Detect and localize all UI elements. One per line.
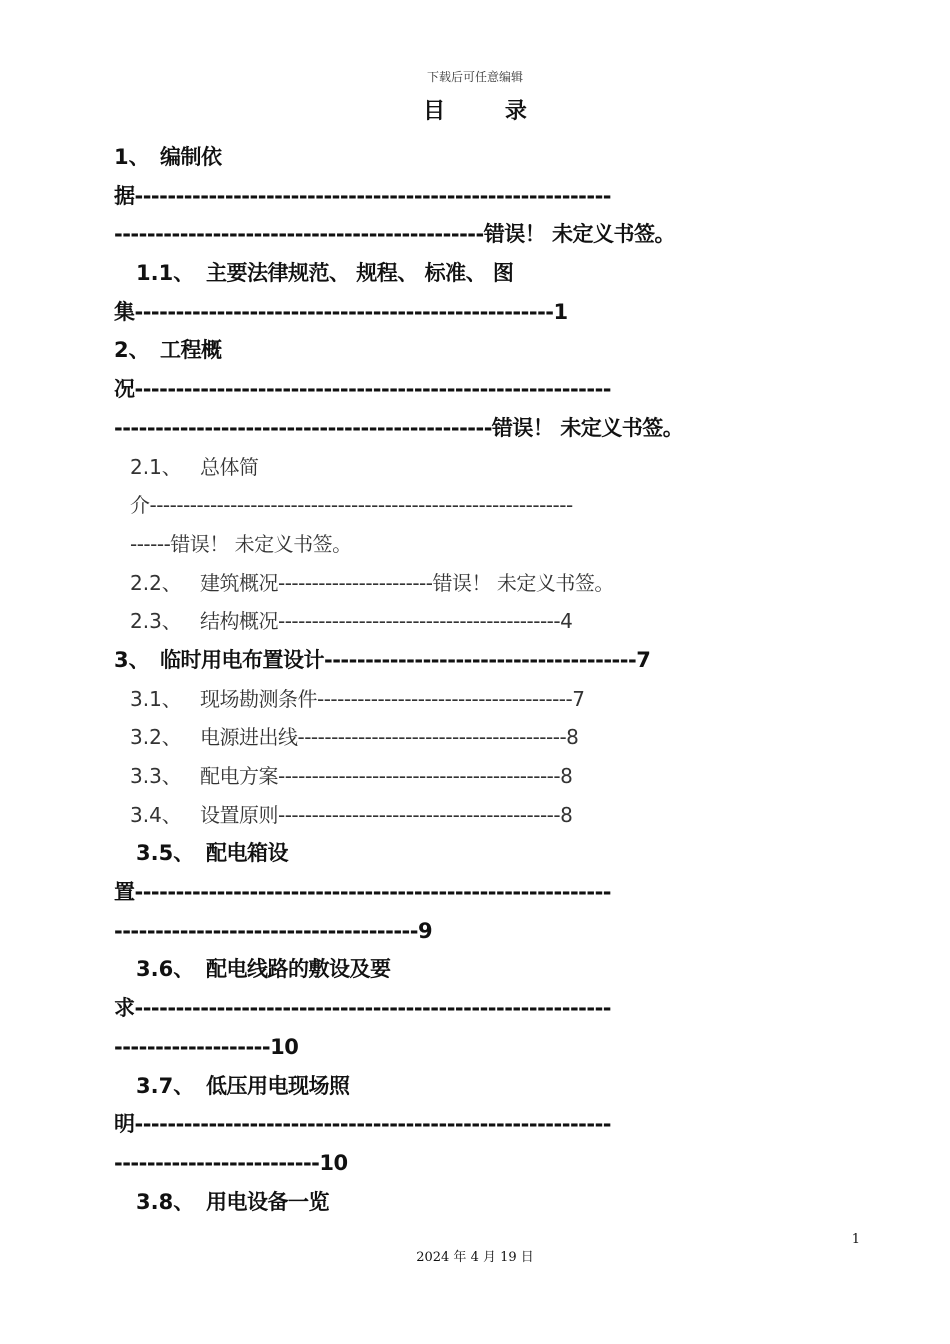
toc-number: 2、 <box>114 338 150 363</box>
toc-text: -------------------------------------9 <box>114 918 433 943</box>
toc-title: 目 录 <box>423 99 553 124</box>
toc-line[interactable] <box>114 950 859 989</box>
toc-line[interactable] <box>114 641 859 680</box>
toc-number: 1.1、 <box>136 261 195 286</box>
toc-number: 3.3、 <box>130 764 182 788</box>
toc-line[interactable] <box>114 138 859 177</box>
page-number: 1 <box>851 1232 860 1247</box>
toc-text: 设置原则------------------------------------------8 <box>200 802 573 827</box>
toc-line[interactable] <box>114 989 859 1028</box>
toc-line[interactable] <box>114 680 859 719</box>
toc-text: -------------------------10 <box>114 1150 348 1175</box>
toc-text: 用电设备一览 <box>206 1189 329 1214</box>
toc-line[interactable] <box>114 1144 859 1183</box>
toc-line[interactable] <box>114 409 859 448</box>
toc-text: 工程概 <box>160 338 222 363</box>
header-note: 下载后可任意编辑 <box>426 70 523 84</box>
toc-text: 编制依 <box>160 145 222 169</box>
toc-line[interactable] <box>114 564 859 603</box>
toc-line[interactable] <box>114 254 859 293</box>
toc-text: 电源进出线----------------------------------------8 <box>200 725 579 750</box>
toc-text: 据---------------------------------------------------------- <box>114 183 612 208</box>
toc-number: 2.2、 <box>130 570 182 595</box>
toc-text: ------错误！ 未定义书签。 <box>130 531 352 556</box>
toc-line[interactable] <box>114 370 859 409</box>
toc-number: 2.3、 <box>130 609 182 634</box>
toc-line[interactable] <box>114 912 859 951</box>
toc-text: 介--------------------------------------------------------------- <box>130 493 573 518</box>
toc-text: -------------------10 <box>114 1034 299 1059</box>
toc-number: 3.1、 <box>130 686 182 711</box>
toc-line[interactable] <box>114 718 859 757</box>
toc-number: 3.8、 <box>136 1189 195 1214</box>
toc-text: 建筑概况-----------------------错误！ 未定义书签。 <box>200 570 614 595</box>
toc-text: ----------------------------------------------错误！ 未定义书签。 <box>114 415 684 440</box>
toc-text: 明---------------------------------------------------------- <box>114 1112 612 1137</box>
toc-line[interactable] <box>114 448 859 487</box>
toc-line[interactable] <box>114 1105 859 1144</box>
toc-text: 配电箱设 <box>206 841 288 866</box>
toc-line[interactable] <box>114 525 859 564</box>
toc-text: 结构概况------------------------------------------4 <box>200 609 573 634</box>
toc-number: 3.6、 <box>136 957 195 982</box>
toc-line[interactable] <box>114 331 859 370</box>
toc-text: 配电线路的敷设及要 <box>206 957 391 982</box>
toc-text: 临时用电布置设计--------------------------------------7 <box>160 647 651 672</box>
toc-line[interactable] <box>114 834 859 873</box>
toc-number: 2.1、 <box>130 454 182 479</box>
toc-line[interactable] <box>114 602 859 641</box>
toc-line[interactable] <box>114 873 859 912</box>
toc-number: 1、 <box>114 145 150 169</box>
toc-number: 3.7、 <box>136 1073 195 1098</box>
toc-text: 置---------------------------------------------------------- <box>114 880 612 905</box>
toc-line[interactable] <box>114 215 859 254</box>
toc-number: 3.5、 <box>136 841 195 866</box>
table-of-contents <box>114 138 859 1221</box>
toc-line[interactable] <box>114 293 859 332</box>
toc-text: 主要法律规范、 规程、 标准、 图 <box>206 261 514 286</box>
toc-line[interactable] <box>114 757 859 796</box>
toc-line[interactable] <box>114 796 859 835</box>
toc-line[interactable] <box>114 1067 859 1106</box>
toc-line[interactable] <box>114 486 859 525</box>
toc-text: 集---------------------------------------------------1 <box>114 299 568 324</box>
toc-text: 现场勘测条件--------------------------------------7 <box>200 686 585 711</box>
toc-line[interactable] <box>114 1183 859 1222</box>
toc-line[interactable] <box>114 177 859 216</box>
toc-text: ---------------------------------------------错误！ 未定义书签。 <box>114 222 676 247</box>
toc-number: 3.4、 <box>130 802 182 827</box>
toc-number: 3.2、 <box>130 725 182 750</box>
toc-text: 况---------------------------------------------------------- <box>114 377 612 402</box>
footer-date: 2024 年 4 月 19 日 <box>416 1250 534 1265</box>
toc-text: 低压用电现场照 <box>206 1073 350 1098</box>
toc-number: 3、 <box>114 647 150 672</box>
toc-text: 总体简 <box>200 454 259 479</box>
toc-text: 配电方案------------------------------------------8 <box>200 764 573 788</box>
toc-line[interactable] <box>114 1028 859 1067</box>
toc-text: 求---------------------------------------------------------- <box>114 996 612 1021</box>
